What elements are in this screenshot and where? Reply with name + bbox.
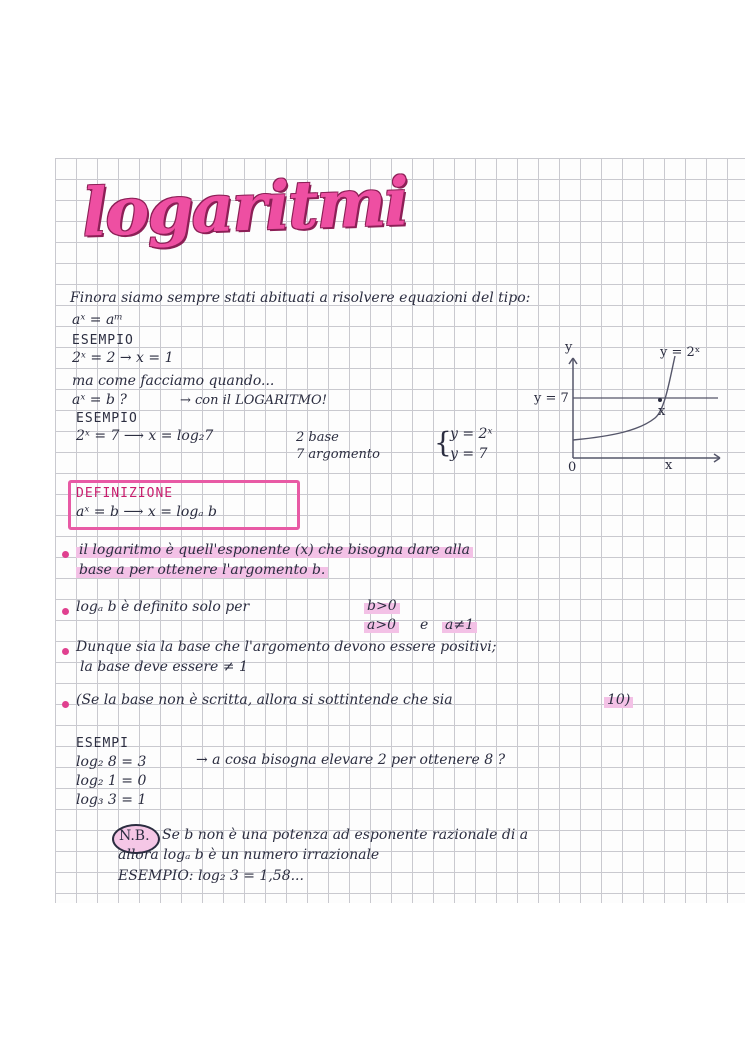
system-brace: { bbox=[434, 426, 452, 459]
example-log-equation: 2ˣ = 7 ⟶ x = log₂7 bbox=[76, 428, 214, 444]
bullet-dot bbox=[62, 701, 69, 708]
example-log-3: log₃ 3 = 1 bbox=[76, 792, 147, 808]
graph-point-label: x bbox=[658, 404, 666, 419]
condition-b: b>0 bbox=[364, 598, 400, 614]
system-eq-2: y = 7 bbox=[450, 446, 488, 462]
positivity-sentence-1: Dunque sia la base che l'argomento devono essere positivi; bbox=[76, 639, 497, 655]
graph-curve-label: y = 2ˣ bbox=[660, 345, 701, 360]
bullet-dot bbox=[62, 648, 69, 655]
graph-origin: 0 bbox=[568, 460, 577, 475]
example-log-1: log₂ 8 = 3 bbox=[76, 754, 147, 770]
base-note: 2 base bbox=[296, 430, 339, 445]
example-label-2: ESEMPIO bbox=[76, 411, 138, 426]
bullet-dot bbox=[62, 608, 69, 615]
definition-sentence-1: il logaritmo è quell'esponente (x) che bisogna dare alla bbox=[76, 542, 473, 558]
grid-paper bbox=[55, 158, 745, 903]
nb-label: N.B. bbox=[119, 828, 150, 844]
case-equation: aˣ = b ? bbox=[72, 392, 127, 408]
example-log-2: log₂ 1 = 0 bbox=[76, 773, 147, 789]
graph-line-label: y = 7 bbox=[534, 391, 569, 406]
condition-a-positive: a>0 bbox=[364, 617, 399, 633]
condition-a-not-one: a≠1 bbox=[442, 617, 477, 633]
nb-example: ESEMPIO: log₂ 3 = 1,58... bbox=[118, 868, 304, 884]
examples-label: ESEMPI bbox=[76, 736, 129, 751]
nb-sentence-1: Se b non è una potenza ad esponente razionale di a bbox=[162, 827, 529, 843]
bullet-dot bbox=[62, 551, 69, 558]
example-log-1-note: → a cosa bisogna elevare 2 per ottenere 8 ? bbox=[196, 752, 506, 768]
intro-equation: aˣ = aᵐ bbox=[72, 312, 123, 328]
example-equation: 2ˣ = 2 → x = 1 bbox=[72, 350, 174, 366]
condition-and: e bbox=[420, 617, 429, 633]
question-text: ma come facciamo quando... bbox=[72, 373, 275, 389]
definition-formula: aˣ = b ⟶ x = logₐ b bbox=[76, 504, 217, 520]
example-label: ESEMPIO bbox=[72, 333, 134, 348]
nb-sentence-2: allora logₐ b è un numero irrazionale bbox=[118, 847, 380, 863]
argument-note: 7 argomento bbox=[296, 447, 380, 462]
positivity-sentence-2: la base deve essere ≠ 1 bbox=[80, 659, 248, 675]
base-ten-sentence: (Se la base non è scritta, allora si sottintende che sia bbox=[76, 692, 453, 708]
page-title: logaritmi bbox=[80, 162, 409, 252]
definition-sentence-2: base a per ottenere l'argomento b. bbox=[76, 562, 328, 578]
graph-x-label: x bbox=[665, 458, 673, 473]
base-ten-value: 10) bbox=[604, 692, 633, 708]
answer-text: → con il LOGARITMO! bbox=[180, 393, 327, 408]
system-eq-1: y = 2ˣ bbox=[450, 426, 493, 442]
graph-y-label: y bbox=[565, 340, 573, 355]
definition-label: DEFINIZIONE bbox=[76, 486, 174, 501]
domain-sentence: logₐ b è definito solo per bbox=[76, 599, 250, 615]
intro-text: Finora siamo sempre stati abituati a risolvere equazioni del tipo: bbox=[70, 290, 531, 306]
